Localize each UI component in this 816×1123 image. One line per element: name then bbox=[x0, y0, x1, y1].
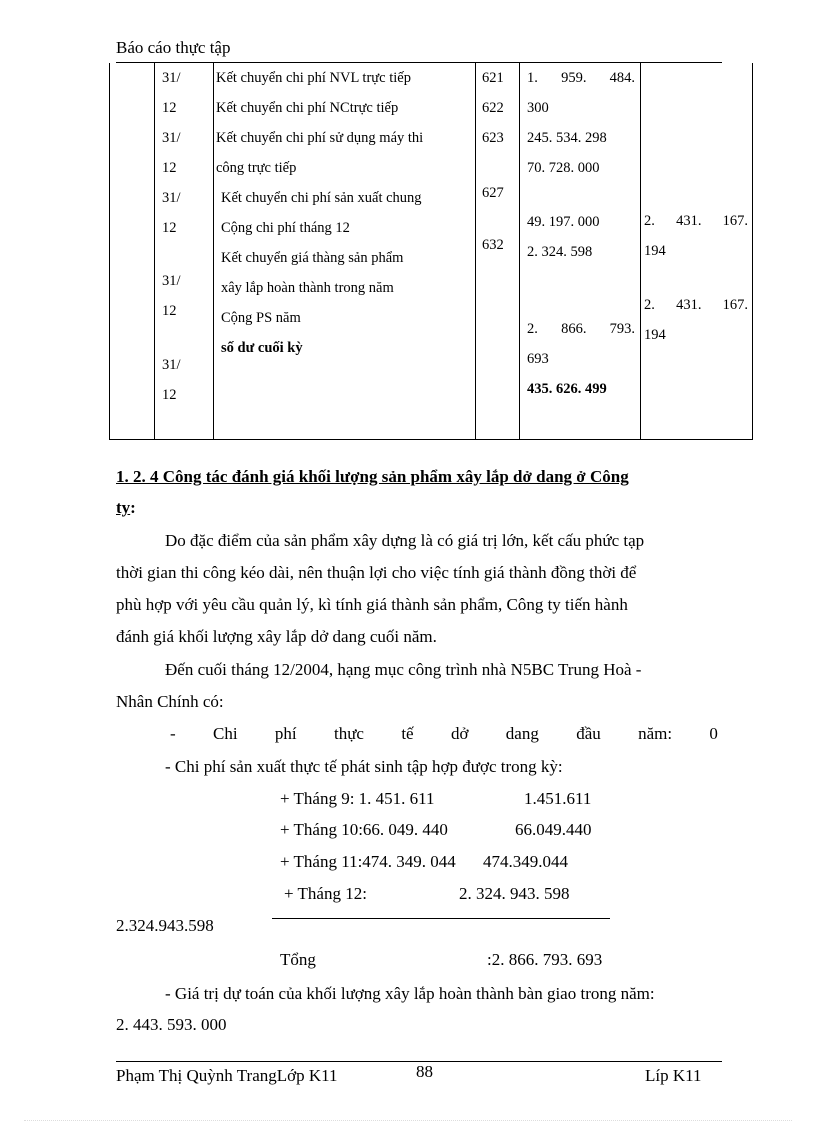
description-cell: Kết chuyển chi phí NVL trực tiếp bbox=[216, 70, 411, 86]
opening-word: phí bbox=[274, 724, 297, 743]
month-label: + Tháng 12: bbox=[284, 884, 367, 903]
table-divider bbox=[154, 63, 155, 440]
debit-cell: 70. 728. 000 bbox=[527, 160, 600, 176]
table-divider bbox=[475, 63, 476, 440]
debit-cell: 693 bbox=[527, 351, 549, 367]
account-cell: 623 bbox=[482, 130, 504, 146]
credit-cell bbox=[644, 290, 748, 320]
account-cell: 632 bbox=[482, 237, 504, 253]
opening-word: 0 bbox=[709, 724, 718, 743]
description-cell: Cộng chi phí tháng 12 bbox=[221, 220, 350, 236]
opening-word: Chi bbox=[213, 724, 238, 743]
date-cell: 12 bbox=[162, 100, 177, 116]
debit-cell: 2. 324. 598 bbox=[527, 244, 593, 260]
opening-cost-line bbox=[170, 724, 718, 744]
date-cell: 12 bbox=[162, 220, 177, 236]
paragraph-line: Nhân Chính có: bbox=[116, 692, 224, 711]
credit-cell bbox=[644, 206, 748, 236]
debit-value: 1. 959. 484. bbox=[527, 70, 635, 86]
date-cell: 31/ bbox=[162, 357, 181, 373]
description-cell: xây lắp hoàn thành trong năm bbox=[221, 280, 394, 296]
section-heading-word: ty bbox=[116, 498, 131, 517]
running-header: Báo cáo thực tập bbox=[116, 38, 231, 57]
date-cell: 12 bbox=[162, 160, 177, 176]
page-number: 88 bbox=[416, 1062, 433, 1081]
incurred-cost-line: - Chi phí sản xuất thực tế phát sinh tập hợp được trong kỳ: bbox=[165, 757, 563, 776]
debit-value: 2. 866. 793. bbox=[527, 321, 635, 337]
credit-cell: 194 bbox=[644, 327, 666, 343]
credit-value: 2. 431. 167. bbox=[644, 297, 748, 313]
month-value: 2. 324. 943. 598 bbox=[459, 884, 570, 903]
estimate-line: - Giá trị dự toán của khối lượng xây lắp hoàn thành bàn giao trong năm: bbox=[165, 984, 655, 1003]
description-cell: Cộng PS năm bbox=[221, 310, 301, 326]
paragraph-line: đánh giá khối lượng xây lắp dở dang cuối năm. bbox=[116, 627, 437, 646]
section-heading: 1. 2. 4 Công tác đánh giá khối lượng sản phẩm xây lắp dở dang ở Công bbox=[116, 467, 629, 486]
opening-word: đầu bbox=[576, 724, 601, 743]
table-border-left bbox=[109, 63, 110, 440]
description-cell: Kết chuyển chi phí sản xuất chung bbox=[221, 190, 422, 206]
credit-cell: 194 bbox=[644, 243, 666, 259]
table-border-bottom bbox=[109, 439, 753, 440]
month-label: + Tháng 10:66. 049. 440 bbox=[280, 820, 448, 839]
month-label: + Tháng 11:474. 349. 044 bbox=[280, 852, 456, 871]
paragraph-line: phù hợp với yêu cầu quản lý, kì tính giá thành sản phẩm, Công ty tiến hành bbox=[116, 595, 628, 614]
opening-word: dang bbox=[505, 724, 539, 743]
description-cell: số dư cuối kỳ bbox=[221, 340, 303, 356]
total-value: :2. 866. 793. 693 bbox=[487, 950, 603, 969]
date-cell: 12 bbox=[162, 303, 177, 319]
section-heading-colon: : bbox=[130, 498, 136, 517]
debit-cell bbox=[527, 314, 635, 344]
month-value: 66.049.440 bbox=[515, 820, 592, 839]
debit-cell: 49. 197. 000 bbox=[527, 214, 600, 230]
date-cell: 31/ bbox=[162, 70, 181, 86]
table-divider bbox=[519, 63, 520, 440]
description-cell: Kết chuyển chi phí sử dụng máy thi bbox=[216, 130, 424, 146]
debit-cell: 435. 626. 499 bbox=[527, 381, 607, 397]
account-cell: 621 bbox=[482, 70, 504, 86]
month-value: 1.451.611 bbox=[524, 789, 592, 808]
account-cell: 622 bbox=[482, 100, 504, 116]
date-cell: 12 bbox=[162, 387, 177, 403]
table-divider bbox=[640, 63, 641, 440]
date-cell: 31/ bbox=[162, 130, 181, 146]
month-label: + Tháng 9: 1. 451. 611 bbox=[280, 789, 435, 808]
paragraph-line: Do đặc điểm của sản phẩm xây dựng là có giá trị lớn, kết cấu phức tạp bbox=[165, 531, 645, 550]
paragraph-line: Đến cuối tháng 12/2004, hạng mục công trình nhà N5BC Trung Hoà - bbox=[165, 660, 642, 679]
opening-word: năm: bbox=[638, 724, 673, 743]
description-cell: công trực tiếp bbox=[216, 160, 297, 176]
footer-class: Líp K11 bbox=[645, 1066, 702, 1085]
total-label: Tổng bbox=[280, 950, 316, 969]
sum-rule bbox=[272, 918, 610, 919]
estimate-value: 2. 443. 593. 000 bbox=[116, 1015, 227, 1034]
account-cell: 627 bbox=[482, 185, 504, 201]
paragraph-line: thời gian thi công kéo dài, nên thuận lợi cho việc tính giá thành đồng thời để bbox=[116, 563, 637, 582]
debit-cell bbox=[527, 63, 635, 93]
table-divider bbox=[213, 63, 214, 440]
opening-word: - bbox=[170, 724, 176, 743]
footer-author: Phạm Thị Quỳnh TrangLớp K11 bbox=[116, 1066, 338, 1085]
opening-word: dở bbox=[450, 724, 469, 743]
description-cell: Kết chuyển giá thàng sản phẩm bbox=[221, 250, 404, 266]
date-cell: 31/ bbox=[162, 273, 181, 289]
opening-word: tế bbox=[401, 724, 414, 743]
section-heading-cont bbox=[116, 498, 136, 518]
table-border-right bbox=[752, 63, 753, 440]
month-value: 474.349.044 bbox=[483, 852, 568, 871]
carry-value: 2.324.943.598 bbox=[116, 916, 214, 935]
credit-value: 2. 431. 167. bbox=[644, 213, 748, 229]
date-cell: 31/ bbox=[162, 190, 181, 206]
opening-word: thực bbox=[334, 724, 364, 743]
page-edge bbox=[24, 1120, 792, 1122]
description-cell: Kết chuyển chi phí NCtrực tiếp bbox=[216, 100, 399, 116]
debit-cell: 245. 534. 298 bbox=[527, 130, 607, 146]
debit-cell: 300 bbox=[527, 100, 549, 116]
